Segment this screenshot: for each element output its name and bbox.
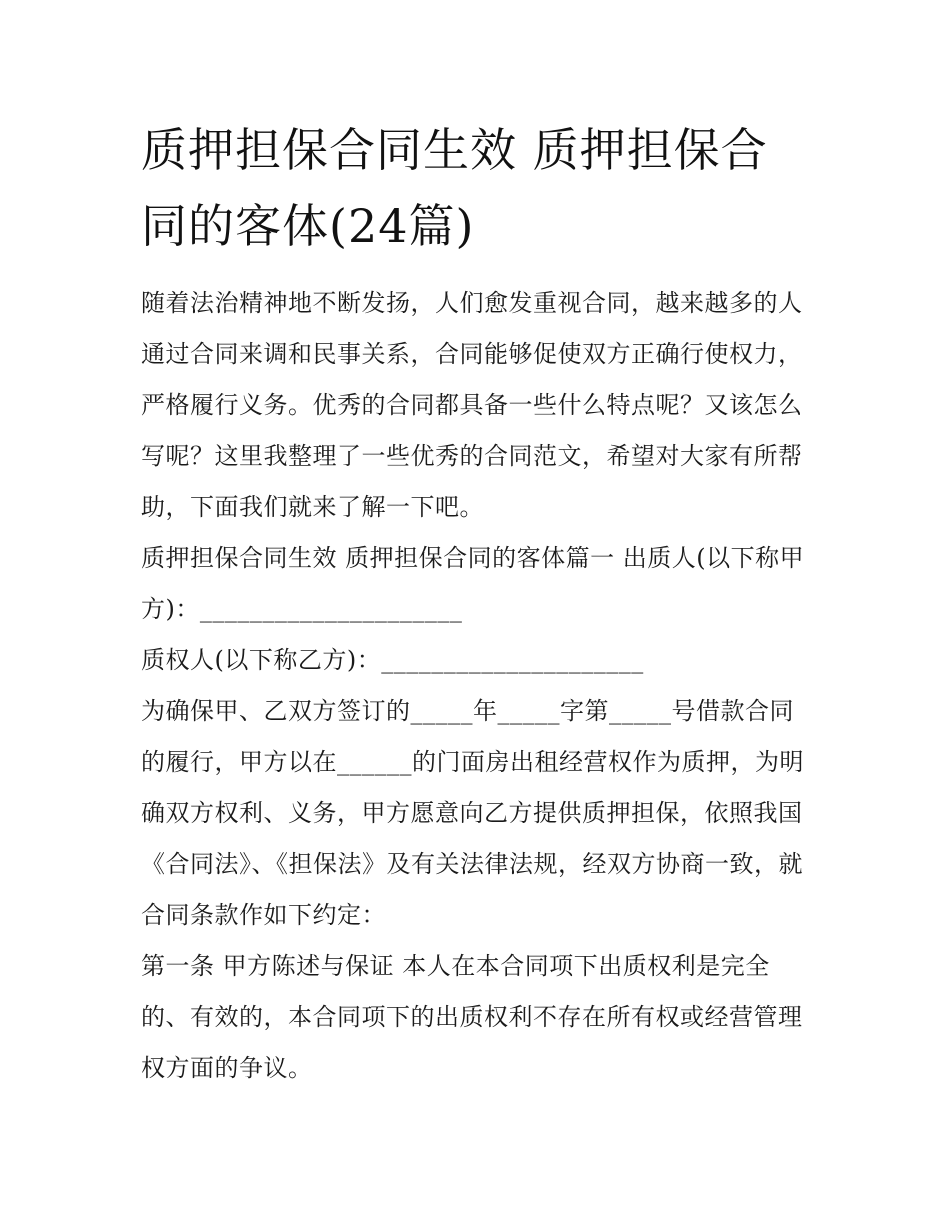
document-title: 质押担保合同生效 质押担保合同的客体(24篇) <box>141 123 768 253</box>
article-one-paragraph: 第一条 甲方陈述与保证 本人在本合同项下出质权利是完全的、有效的，本合同项下的出质权利不存在所有权或经营管理权方面的争议。 <box>141 952 803 1082</box>
purpose-paragraph: 为确保甲、乙双方签订的_____年_____字第_____号借款合同的履行，甲方以在______的门面房出租经营权作为质押，为明确双方权利、义务，甲方愿意向乙方提供质押担保，依照我国《合同法》、《担保法》及有关法律法规，经双方协商一致，就合同条款作如下约定： <box>141 697 804 929</box>
pledgor-line: 质押担保合同生效 质押担保合同的客体篇一 出质人(以下称甲方)：_____________________ <box>141 544 805 623</box>
pledgee-line: 质权人(以下称乙方)：_____________________ <box>141 646 644 674</box>
intro-paragraph: 随着法治精神地不断发扬，人们愈发重视合同，越来越多的人通过合同来调和民事关系，合同能够促使双方正确行使权力，严格履行义务。优秀的合同都具备一些什么特点呢？又该怎么写呢？这里我整理了一些优秀的合同范文，希望对大家有所帮助，下面我们就来了解一下吧。 <box>141 289 803 521</box>
document-page <box>141 112 813 1094</box>
